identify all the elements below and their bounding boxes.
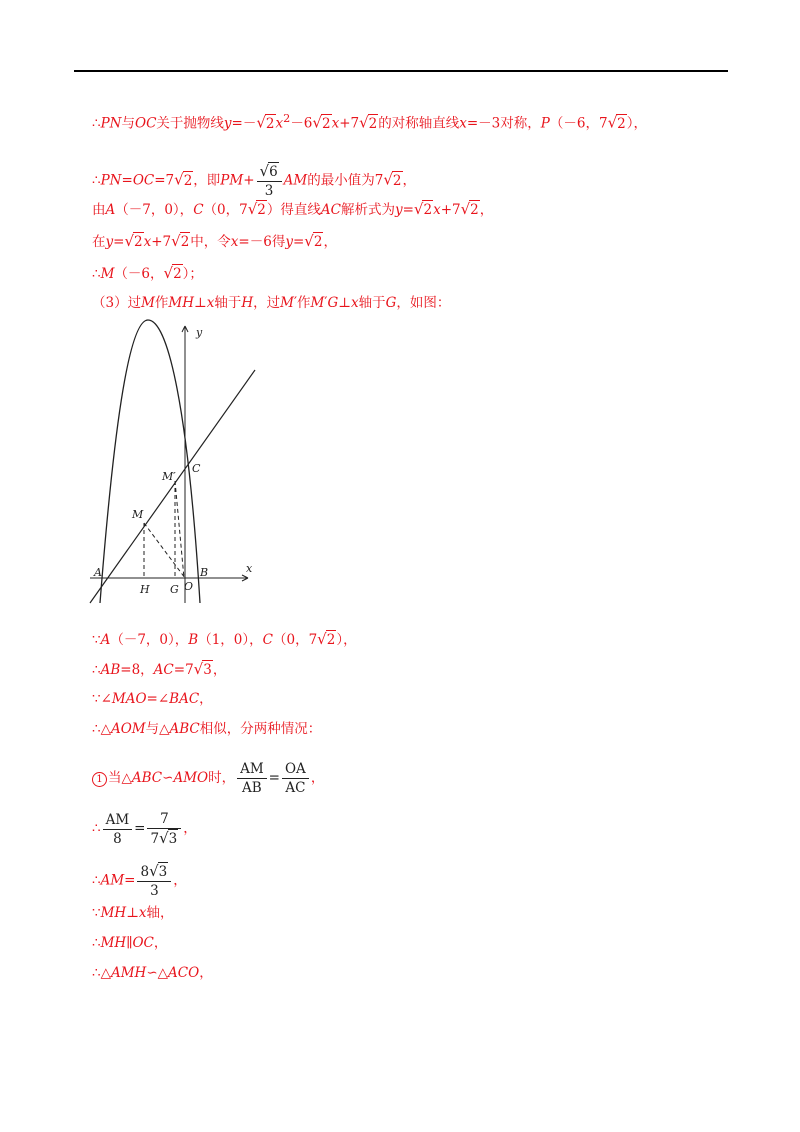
segment-mo — [144, 523, 185, 578]
solution-line-11: 1 当△ABC∽AMO时， $\frac{AM}{AB}$ = $\frac{OA}{AC}$ ， — [92, 760, 324, 797]
solution-line-13: ∴AM= $\frac{8√3}{3}$ ， — [92, 862, 187, 899]
segment-mpo — [175, 481, 184, 578]
solution-line-9: ∵∠MAO=∠BAC， — [92, 691, 213, 707]
solution-line-5: ∴M（－6，√2）； — [92, 264, 203, 282]
solution-line-8: ∴AB=8，AC=7√3， — [92, 660, 227, 678]
label-b: B — [200, 566, 209, 579]
solution-line-14: ∵MH⊥x轴， — [92, 905, 174, 921]
solution-line-6: （3）过M作MH⊥x轴于H，过M′作M′G⊥x轴于G，如图： — [92, 295, 451, 311]
solution-line-12: ∴ $\frac{AM}{8}$ = $\frac{7}{7√3}$ ， — [92, 811, 197, 847]
solution-line-16: ∴△AMH∽△ACO， — [92, 965, 213, 981]
label-a: A — [94, 566, 102, 579]
solution-line-3: 由A（－7，0），C（0，7√2）得直线AC解析式为y=√2x+7√2， — [92, 200, 494, 218]
label-g: G — [170, 583, 179, 596]
solution-line-4: 在y=√2x+7√2中，令x=－6得y=√2， — [92, 232, 337, 250]
line-ac — [90, 370, 255, 603]
solution-line-2: ∴PN=OC=7√2，即PM+ $\frac{√6}{3}$ AM的最小值为7√2， — [92, 162, 416, 199]
solution-line-1: ∴PN与OC关于抛物线$y=-√2x^2-6√2x+7√2$的对称轴直线x=－3对称，P（－6，7√2）， — [92, 112, 647, 132]
label-h: H — [140, 583, 150, 596]
label-y: y — [196, 326, 203, 339]
solution-line-10: ∴△AOM与△ABC相似，分两种情况： — [92, 721, 322, 737]
solution-line-15: ∴MH∥OC， — [92, 935, 168, 951]
label-c: C — [192, 462, 201, 475]
solution-line-7: ∵A（－7，0），B（1，0），C（0，7√2）， — [92, 630, 357, 648]
geometry-figure — [88, 318, 268, 608]
label-x: x — [246, 562, 253, 575]
label-m: M — [132, 508, 144, 521]
header-rule — [74, 70, 728, 72]
label-o: O — [184, 580, 194, 593]
label-mp: M′ — [162, 470, 176, 483]
